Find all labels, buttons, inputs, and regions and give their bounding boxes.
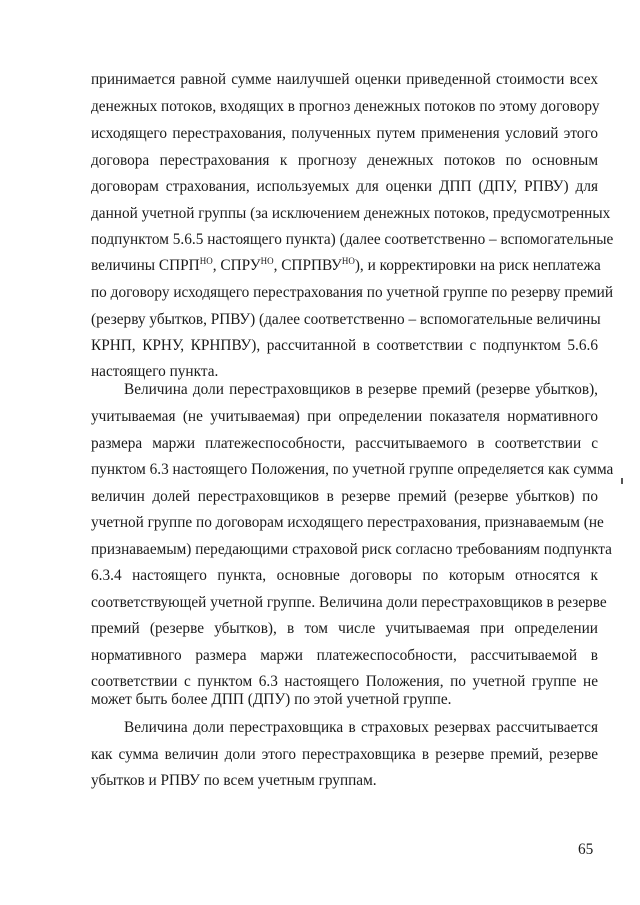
paragraph-2-line-10: премий (резерве убытков), в том числе учитываемая при определении: [91, 620, 598, 637]
paragraph-2-line-3: размера маржи платежеспособности, рассчитываемого в соответствии с: [91, 435, 598, 452]
paragraph-1-line-12: настоящего пункта.: [91, 363, 219, 380]
paragraph-3-line-1: Величина доли перестраховщика в страховых резервах рассчитывается: [124, 719, 598, 736]
superscript-no-3: НО: [341, 256, 355, 266]
paragraph-2-line-6: учетной группе по договорам исходящего перестрахования, признаваемым (не: [91, 514, 604, 531]
paragraph-1-line-1: принимается равной сумме наилучшей оценки приведенной стоимости всех: [91, 71, 598, 88]
paragraph-2-line-8: 6.3.4 настоящего пункта, основные договоры по которым относятся к: [91, 567, 598, 584]
superscript-no-1: НО: [199, 256, 213, 266]
paragraph-2-line-7: признаваемым) передающими страховой риск согласно требованиям подпункта: [91, 541, 612, 558]
paragraph-2-line-1: Величина доли перестраховщиков в резерве премий (резерве убытков),: [124, 381, 598, 398]
paragraph-1-line-4: договора перестрахования к прогнозу денежных потоков по основным: [91, 152, 598, 169]
line-8-part-b: , СПРУ: [212, 257, 261, 274]
paragraph-3-line-2: как сумма величин доли этого перестраховщика в резерве премий, резерве: [91, 746, 598, 763]
paragraph-1-line-2: денежных потоков, входящих в прогноз денежных потоков по этому договору: [91, 98, 600, 115]
paragraph-1-line-8: [91, 256, 601, 276]
paragraph-2-line-9: соответствующей учетной группе. Величина доли перестраховщиков в резерве: [91, 594, 607, 611]
superscript-no-2: НО: [260, 256, 274, 266]
paragraph-3-line-3: убытков и РПВУ по всем учетным группам.: [91, 772, 377, 789]
paragraph-2-line-11: нормативного размера маржи платежеспособности, рассчитываемой в: [91, 647, 598, 664]
line-8-part-d: ), и корректировки на риск неплатежа: [354, 257, 601, 274]
paragraph-2-line-4: пунктом 6.3 настоящего Положения, по учетной группе определяется как сумма: [91, 461, 614, 478]
paragraph-2-line-12: соответствии с пунктом 6.3 настоящего Положения, по учетной группе не: [91, 673, 598, 690]
paragraph-1-line-11: КРНП, КРНУ, КРНПВУ), рассчитанной в соответствии с подпунктом 5.6.6: [91, 337, 598, 354]
paragraph-2-line-13: может быть более ДПП (ДПУ) по этой учетной группе.: [91, 691, 452, 708]
paragraph-1-line-10: (резерву убытков, РПВУ) (далее соответственно – вспомогательные величины: [91, 311, 601, 328]
paragraph-2-line-5: величин долей перестраховщиков в резерве премий (резерве убытков) по: [91, 488, 598, 505]
paragraph-1-line-7: подпунктом 5.6.5 настоящего пункта) (далее соответственно – вспомогательные: [91, 231, 614, 248]
paragraph-1-line-5: договорам страхования, используемых для оценки ДПП (ДПУ, РПВУ) для: [91, 178, 598, 195]
line-8-part-a: величины СПРП: [91, 257, 200, 274]
paragraph-1-line-3: исходящего перестрахования, полученных путем применения условий этого: [91, 125, 598, 142]
paragraph-1-line-9: по договору исходящего перестрахования по учетной группе по резерву премий: [91, 284, 614, 301]
line-8-part-c: , СПРПВУ: [273, 257, 342, 274]
page-number: 65: [578, 841, 594, 858]
scan-margin-mark: [621, 478, 623, 484]
paragraph-2-line-2: учитываемая (не учитываемая) при определении показателя нормативного: [91, 408, 598, 425]
paragraph-1-line-6: данной учетной группы (за исключением денежных потоков, предусмотренных: [91, 205, 611, 222]
